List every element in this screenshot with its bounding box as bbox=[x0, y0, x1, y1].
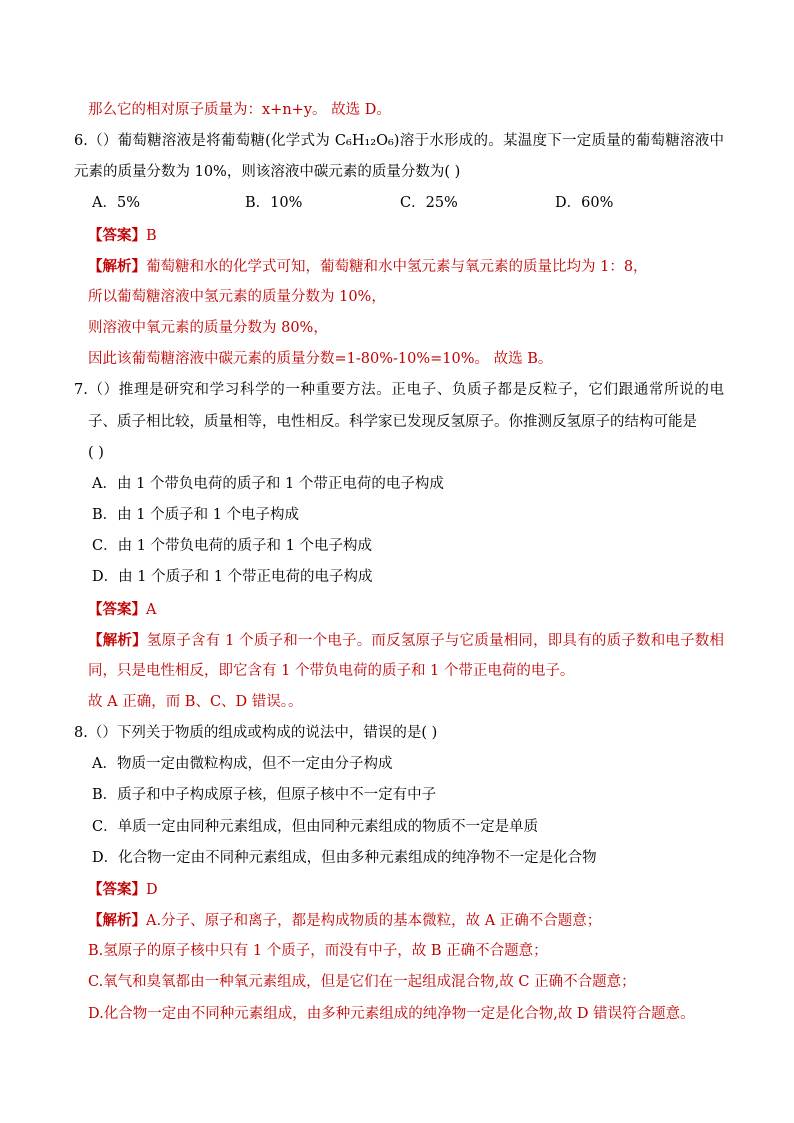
question-bracket: （） bbox=[87, 133, 118, 150]
question-bracket: （） bbox=[87, 382, 119, 399]
question-stem-line: 子、质子相比较，质量相等，电性相反。科学家已发现反氢原子。你推测反氢原子的结构可能是 bbox=[88, 413, 697, 430]
question-stem-line bbox=[0, 126, 724, 157]
analysis-line: B.氢原子的原子核中只有 1 个质子，而没有中子，故 B 正确不合题意； bbox=[88, 943, 548, 960]
option-label: A． bbox=[92, 756, 117, 773]
analysis-line: C.氧气和臭氧都由一种氧元素组成，但是它们在一起组成混合物,故 C 正确不合题意； bbox=[88, 974, 636, 991]
option-c bbox=[400, 188, 458, 219]
option-d bbox=[0, 843, 724, 874]
analysis-text: 氢原子含有 1 个质子和一个电子。而反氢原子与它质量相同，即具有的质子数和电子数相 bbox=[146, 632, 724, 649]
question-stem-line: 元素的质量分数为 10%，则该溶液中碳元素的质量分数为( ) bbox=[74, 164, 461, 181]
option-text: 物质一定由微粒构成，但不一定由分子构成 bbox=[116, 756, 393, 773]
question-6 bbox=[0, 126, 794, 375]
option-text: 60% bbox=[581, 195, 614, 212]
analysis-line bbox=[0, 625, 724, 656]
question-stem-line bbox=[0, 718, 724, 749]
question-bracket: （） bbox=[87, 725, 117, 742]
option-text: 5% bbox=[116, 195, 140, 212]
option-text: 由 1 个质子和 1 个电子构成 bbox=[117, 507, 300, 524]
analysis-line: 则溶液中氧元素的质量分数为 80%， bbox=[88, 320, 328, 337]
question-number: 8. bbox=[74, 725, 88, 742]
option-text: 25% bbox=[425, 195, 458, 212]
analysis-label: 【解析】 bbox=[88, 912, 146, 930]
option-a bbox=[0, 469, 724, 500]
option-label: B． bbox=[92, 507, 118, 524]
option-text: 由 1 个带负电荷的质子和 1 个电子构成 bbox=[117, 538, 372, 555]
page-content bbox=[0, 95, 794, 1030]
option-label: B． bbox=[92, 787, 118, 804]
question-stem-line: ( ) bbox=[88, 444, 104, 461]
question-stem-text: 下列关于物质的组成或构成的说法中，错误的是( ) bbox=[116, 725, 438, 742]
analysis-line: 同，只是电性相反，即它含有 1 个带负电荷的质子和 1 个带正电荷的电子。 bbox=[88, 662, 575, 679]
option-b bbox=[0, 500, 724, 531]
prev-analysis-line: 那么它的相对原子质量为：x+n+y。 故选 D。 bbox=[88, 102, 391, 118]
analysis-text: 葡萄糖和水的化学式可知，葡萄糖和水中氢元素与氧元素的质量比均为 1：8， bbox=[146, 258, 648, 275]
question-number: 7. bbox=[74, 382, 88, 399]
question-number: 6. bbox=[74, 133, 88, 150]
answer-line bbox=[0, 594, 724, 625]
option-text: 单质一定由同种元素组成，但由同种元素组成的物质不一定是单质 bbox=[117, 818, 539, 835]
option-a bbox=[92, 188, 140, 219]
option-text: 由 1 个质子和 1 个带正电荷的电子构成 bbox=[118, 569, 373, 586]
option-label: C． bbox=[92, 818, 118, 835]
analysis-label: 【解析】 bbox=[88, 631, 147, 649]
answer-label: 【答案】 bbox=[88, 880, 146, 898]
option-b bbox=[245, 188, 302, 219]
option-label: C． bbox=[92, 538, 118, 555]
option-label: D． bbox=[92, 569, 119, 586]
option-label: D． bbox=[92, 849, 119, 866]
question-stem-text: 葡萄糖溶液是将葡萄糖(化学式为 C₆H₁₂O₆)溶于水形成的。某温度下一定质量的葡萄糖溶液中 bbox=[117, 133, 724, 150]
option-label: D． bbox=[555, 195, 582, 212]
question-7 bbox=[0, 375, 794, 718]
option-c bbox=[0, 531, 724, 562]
answer-value: A bbox=[146, 601, 157, 618]
option-a bbox=[0, 749, 724, 780]
analysis-line bbox=[0, 905, 724, 936]
option-d bbox=[0, 562, 724, 593]
analysis-line bbox=[0, 251, 724, 282]
answer-value: B bbox=[146, 227, 157, 244]
analysis-text: A.分子、原子和离子，都是构成物质的基本微粒，故 A 正确不合题意； bbox=[146, 913, 602, 930]
option-text: 化合物一定由不同种元素组成，但由多种元素组成的纯净物不一定是化合物 bbox=[118, 849, 597, 866]
answer-line bbox=[0, 874, 724, 905]
analysis-line: 所以葡萄糖溶液中氢元素的质量分数为 10%， bbox=[88, 288, 386, 305]
option-label: A． bbox=[92, 195, 117, 212]
option-text: 质子和中子构成原子核，但原子核中不一定有中子 bbox=[117, 787, 437, 804]
analysis-label: 【解析】 bbox=[88, 257, 146, 275]
answer-label: 【答案】 bbox=[88, 600, 146, 618]
question-8 bbox=[0, 718, 794, 1030]
analysis-line: 故 A 正确，而 B、C、D 错误。。 bbox=[88, 693, 303, 710]
answer-value: D bbox=[146, 881, 158, 898]
option-label: A． bbox=[92, 475, 117, 492]
option-b bbox=[0, 780, 724, 811]
option-text: 10% bbox=[270, 195, 303, 212]
options-row bbox=[0, 188, 724, 219]
question-stem-text: 推理是研究和学习科学的一种重要方法。正电子、负质子都是反粒子，它们跟通常所说的电 bbox=[118, 382, 724, 399]
answer-line bbox=[0, 220, 724, 251]
option-d bbox=[555, 188, 613, 219]
question-stem-line bbox=[0, 375, 724, 406]
answer-label: 【答案】 bbox=[88, 226, 146, 244]
option-label: C． bbox=[400, 195, 426, 212]
analysis-line: 因此该葡萄糖溶液中碳元素的质量分数=1-80%-10%=10%。 故选 B。 bbox=[88, 351, 553, 368]
option-text: 由 1 个带负电荷的质子和 1 个带正电荷的电子构成 bbox=[116, 475, 444, 492]
option-c bbox=[0, 812, 724, 843]
analysis-line: D.化合物一定由不同种元素组成，由多种元素组成的纯净物一定是化合物,故 D 错误符合题意。 bbox=[88, 1005, 695, 1022]
option-label: B． bbox=[245, 195, 271, 212]
